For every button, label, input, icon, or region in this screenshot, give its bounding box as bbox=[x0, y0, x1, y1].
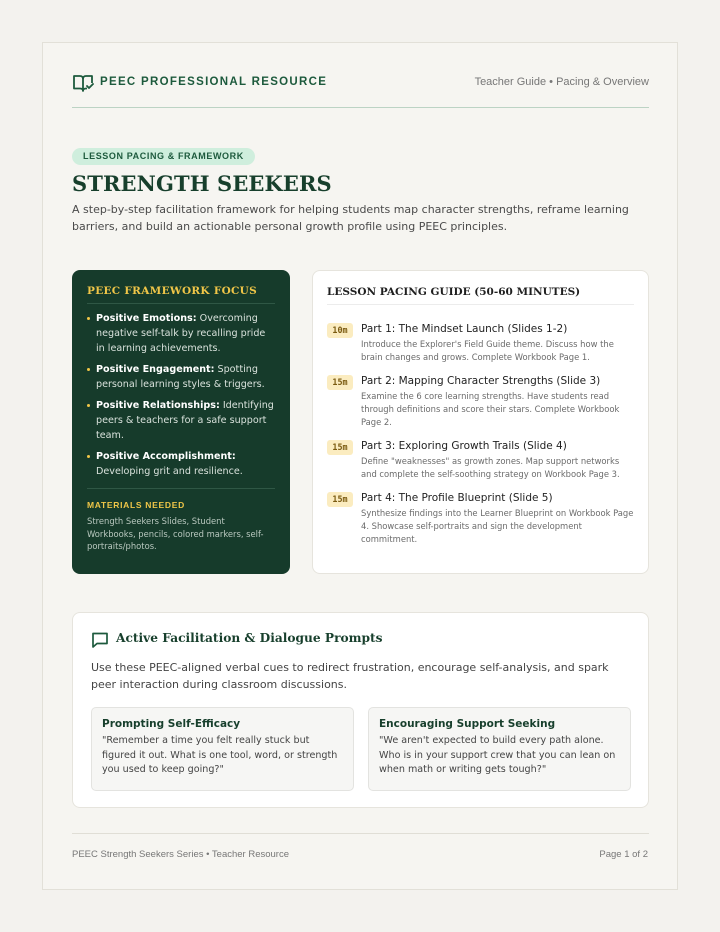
pacing-heading: LESSON PACING GUIDE (50-60 MINUTES) bbox=[327, 286, 634, 305]
prompt-body: "Remember a time you felt really stuck but figured it out. What is one tool, word, or strength you used to keep going?" bbox=[102, 735, 338, 775]
focus-text: Developing grit and resilience. bbox=[96, 466, 243, 477]
prompt-body: "We aren't expected to build every path alone. Who is in your support crew that you can lean on when math or writing gets tough?" bbox=[379, 735, 616, 775]
message-square-icon bbox=[91, 631, 109, 649]
dialogue-card bbox=[72, 612, 649, 808]
step-description: Introduce the Explorer's Field Guide theme. Discuss how the brain changes and grows. Complete Workbook Page 1. bbox=[361, 339, 614, 362]
page-header bbox=[72, 72, 649, 108]
materials-heading: MATERIALS NEEDED bbox=[87, 500, 185, 510]
prompt-card bbox=[91, 707, 354, 791]
header-divider bbox=[72, 107, 649, 108]
pacing-step bbox=[327, 374, 634, 429]
prompt-card bbox=[368, 707, 631, 791]
pacing-step bbox=[327, 491, 634, 546]
step-title: Part 2: Mapping Character Strengths (Slide 3) bbox=[361, 375, 601, 387]
section-pill: LESSON PACING & FRAMEWORK bbox=[72, 148, 255, 165]
time-badge: 15m bbox=[327, 375, 353, 390]
dialogue-title: Active Facilitation & Dialogue Prompts bbox=[116, 631, 383, 645]
step-title: Part 1: The Mindset Launch (Slides 1-2) bbox=[361, 323, 568, 335]
footer-series: PEEC Strength Seekers Series • Teacher Resource bbox=[72, 849, 290, 860]
header-meta: Teacher Guide • Pacing & Overview bbox=[474, 76, 649, 88]
dialogue-intro: Use these PEEC-aligned verbal cues to redirect frustration, encourage self-analysis, and spark peer interaction during classroom discussions. bbox=[91, 661, 609, 691]
step-title: Part 4: The Profile Blueprint (Slide 5) bbox=[361, 492, 553, 504]
page-number: Page 1 of 2 bbox=[599, 849, 648, 860]
list-item bbox=[87, 449, 275, 479]
prompt-title: Encouraging Support Seeking bbox=[379, 718, 556, 730]
footer-divider bbox=[72, 833, 649, 834]
list-item bbox=[87, 311, 275, 356]
step-description: Define "weaknesses" as growth zones. Map support networks and complete the self-soothing strategy on Workbook Page 3. bbox=[361, 456, 620, 479]
framework-card bbox=[72, 270, 290, 574]
list-item bbox=[87, 398, 275, 443]
materials-text: Strength Seekers Slides, Student Workbooks, pencils, colored markers, self-portraits/photos. bbox=[87, 516, 264, 551]
framework-heading: PEEC FRAMEWORK FOCUS bbox=[87, 285, 275, 304]
time-badge: 10m bbox=[327, 323, 353, 338]
prompt-title: Prompting Self-Efficacy bbox=[102, 718, 241, 730]
focus-term: Positive Accomplishment: bbox=[96, 451, 236, 462]
focus-text: Overcoming negative self-talk by recalling pride in learning achievements. bbox=[96, 313, 266, 354]
document-page bbox=[42, 42, 678, 890]
materials-divider bbox=[87, 488, 275, 489]
time-badge: 15m bbox=[327, 492, 353, 507]
focus-text: Spotting personal learning styles & triggers. bbox=[96, 364, 265, 390]
step-title: Part 3: Exploring Growth Trails (Slide 4) bbox=[361, 440, 567, 452]
brand-name: PEEC PROFESSIONAL RESOURCE bbox=[100, 76, 328, 88]
book-check-icon bbox=[72, 73, 94, 93]
pacing-card bbox=[312, 270, 649, 574]
page-intro: A step-by-step facilitation framework for helping students map character strengths, reframe learning barriers, and build an actionable personal growth profile using PEEC principles. bbox=[72, 203, 629, 233]
step-description: Synthesize findings into the Learner Blueprint on Workbook Page 4. Showcase self-portraits and sign the development commitment. bbox=[361, 508, 634, 544]
time-badge: 15m bbox=[327, 440, 353, 455]
step-description: Examine the 6 core learning strengths. Have students read through definitions and score their stars. Complete Workbook Page 2. bbox=[361, 391, 620, 427]
list-item bbox=[87, 362, 275, 392]
focus-term: Positive Engagement: bbox=[96, 364, 215, 375]
pacing-step bbox=[327, 322, 634, 364]
framework-list bbox=[87, 311, 275, 479]
focus-term: Positive Relationships: bbox=[96, 400, 220, 411]
pacing-step bbox=[327, 439, 634, 481]
page-title: STRENGTH SEEKERS bbox=[72, 171, 332, 196]
focus-text: Identifying peers & teachers for a safe support team. bbox=[96, 400, 274, 441]
focus-term: Positive Emotions: bbox=[96, 313, 197, 324]
